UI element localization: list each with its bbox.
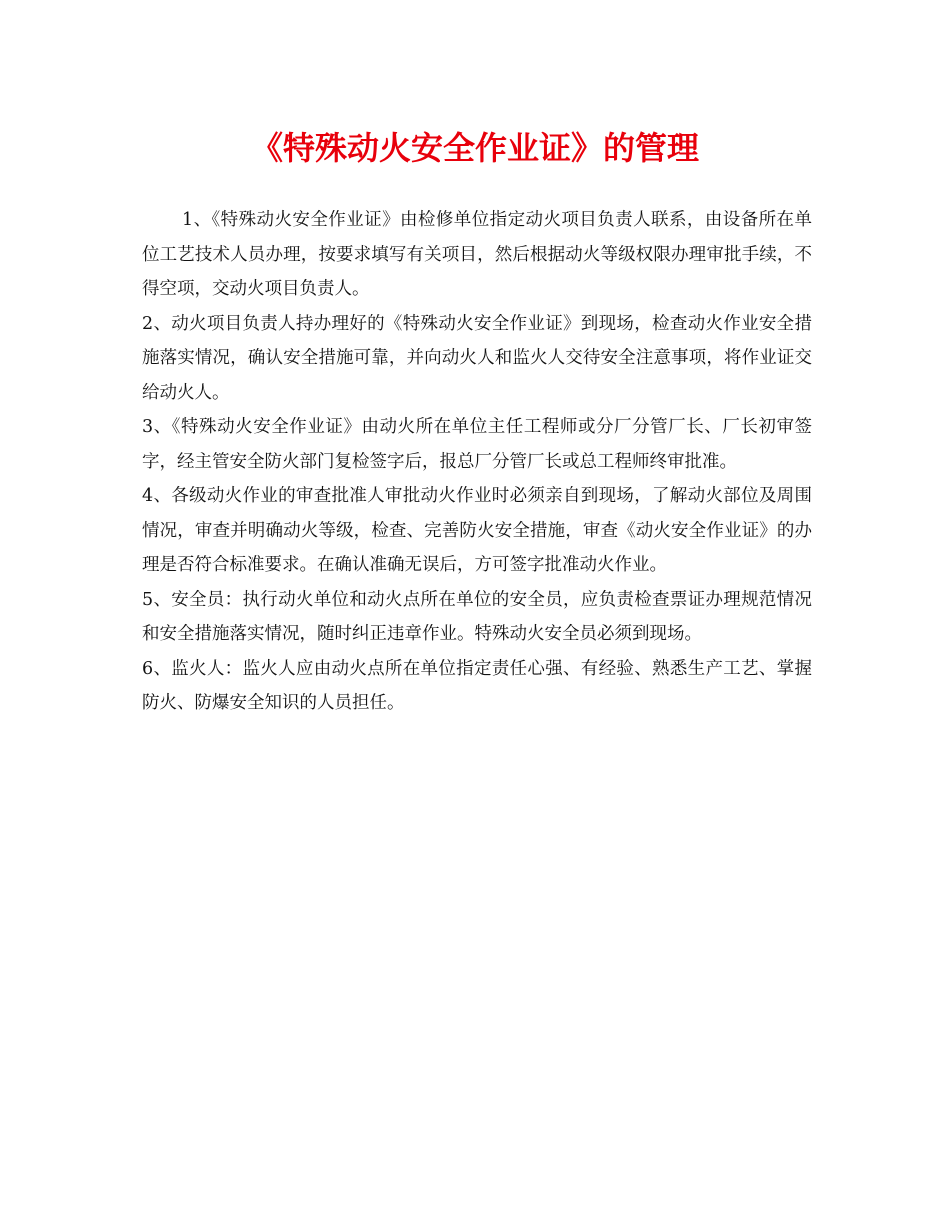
paragraph-4: 4、各级动火作业的审查批准人审批动火作业时必须亲自到现场，了解动火部位及周围情况，审查并明确动火等级，检查、完善防火安全措施，审查《动火安全作业证》的办理是否符合标准要求。在确认准确无误后，方可签字批准动火作业。 (142, 486, 812, 575)
paragraph-5: 5、安全员：执行动火单位和动火点所在单位的安全员，应负责检查票证办理规范情况和安全措施落实情况，随时纠正违章作业。特殊动火安全员必须到现场。 (142, 589, 812, 644)
paragraph-1: 1、《特殊动火安全作业证》由检修单位指定动火项目负责人联系，由设备所在单位工艺技术人员办理，按要求填写有关项目，然后根据动火等级权限办理审批手续，不得空项，交动火项目负责人。 (142, 210, 812, 299)
paragraph-6: 6、监火人：监火人应由动火点所在单位指定责任心强、有经验、熟悉生产工艺、掌握防火、防爆安全知识的人员担任。 (142, 658, 812, 713)
document-title: 《特殊动火安全作业证》的管理 (250, 129, 699, 167)
paragraph-2: 2、动火项目负责人持办理好的《特殊动火安全作业证》到现场，检查动火作业安全措施落实情况，确认安全措施可靠，并向动火人和监火人交待安全注意事项，将作业证交给动火人。 (142, 313, 812, 403)
paragraph-3: 3、《特殊动火安全作业证》由动火所在单位主任工程师或分厂分管厂长、厂长初审签字，经主管安全防火部门复检签字后，报总厂分管厂长或总工程师终审批准。 (142, 417, 812, 472)
document-body (142, 203, 812, 721)
